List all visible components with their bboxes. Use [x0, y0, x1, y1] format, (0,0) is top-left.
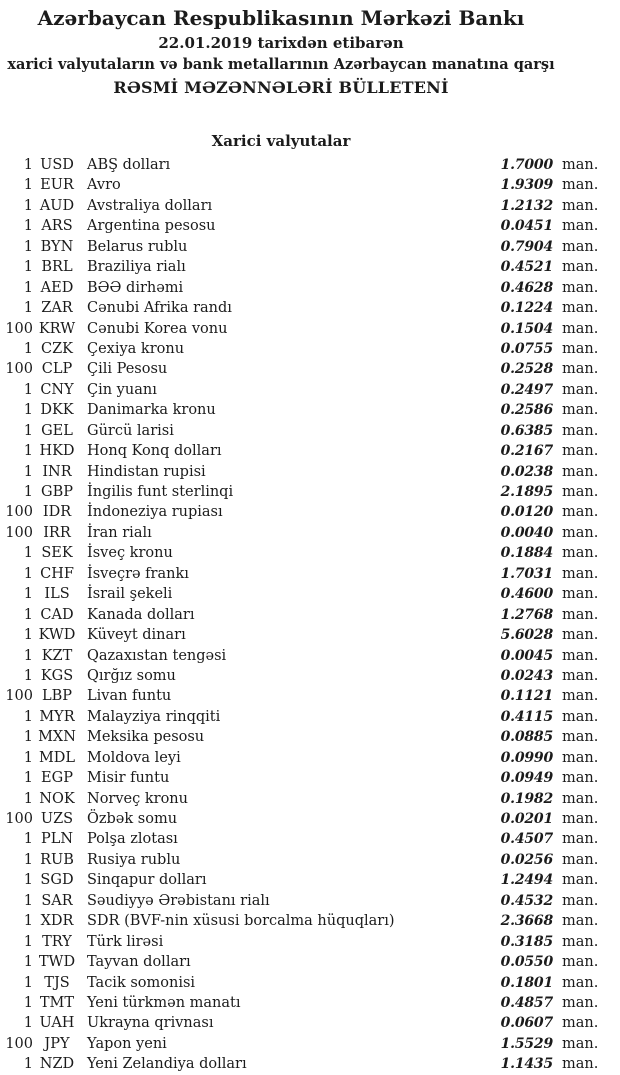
unit-cell: man.	[562, 157, 599, 173]
name-cell: Yeni türkmən manatı	[87, 994, 241, 1011]
code-cell: KGS	[40, 667, 74, 684]
code-cell: UZS	[40, 811, 74, 827]
rate-cell: 0.1504	[500, 320, 553, 337]
currency-row	[0, 646, 598, 666]
unit-cell: man.	[562, 177, 599, 194]
rate-cell: 1.2494	[500, 872, 553, 889]
quantity-cell: 1	[23, 892, 33, 909]
quantity-cell: 1	[23, 197, 33, 214]
currency-row	[0, 298, 598, 318]
rate-cell: 5.6028	[500, 627, 553, 644]
currency-row	[0, 155, 598, 175]
quantity-cell: 100	[5, 811, 33, 827]
unit-cell: man.	[562, 831, 599, 848]
rate-cell: 0.0120	[500, 504, 553, 521]
name-cell: Çin yuanı	[87, 381, 157, 398]
rate-cell: 0.0885	[500, 729, 553, 746]
currency-row	[0, 584, 598, 604]
currency-row	[0, 829, 598, 849]
quantity-cell: 1	[23, 157, 33, 173]
currency-row	[0, 605, 598, 625]
name-cell: Rusiya rublu	[87, 851, 181, 868]
currency-row	[0, 278, 598, 298]
currency-row	[0, 380, 598, 400]
currency-row	[0, 339, 598, 359]
code-cell: GEL	[41, 422, 73, 439]
currency-row	[0, 196, 598, 216]
name-cell: Sinqapur dolları	[87, 872, 207, 889]
name-cell: Misir funtu	[87, 770, 170, 787]
currency-row	[0, 686, 598, 706]
name-cell: Küveyt dinarı	[87, 627, 186, 644]
quantity-cell: 1	[23, 177, 33, 194]
name-cell: Avstraliya dolları	[87, 197, 213, 214]
quantity-cell: 1	[23, 279, 33, 296]
rate-cell: 0.0040	[500, 524, 553, 541]
name-cell: Yapon yeni	[87, 1035, 167, 1052]
name-cell: Belarus rublu	[87, 238, 188, 255]
name-cell: İsveçrə frankı	[87, 565, 189, 582]
name-cell: Avro	[87, 177, 121, 194]
rate-cell: 0.2586	[500, 402, 553, 419]
code-cell: UAH	[39, 1015, 75, 1032]
code-cell: DKK	[40, 402, 74, 419]
quantity-cell: 1	[23, 422, 33, 439]
unit-cell: man.	[562, 484, 599, 500]
name-cell: Norveç kronu	[87, 790, 188, 807]
code-cell: CHF	[40, 565, 74, 582]
quantity-cell: 1	[23, 606, 33, 623]
quantity-cell: 1	[23, 933, 33, 950]
quantity-cell: 1	[23, 627, 33, 644]
unit-cell: man.	[562, 933, 599, 950]
rate-cell: 0.4115	[500, 708, 553, 725]
rate-cell: 0.1982	[500, 790, 553, 807]
currency-row	[0, 462, 598, 482]
code-cell: TJS	[44, 974, 70, 991]
unit-cell: man.	[562, 422, 599, 439]
currency-row	[0, 973, 598, 993]
unit-cell: man.	[562, 627, 599, 644]
name-cell: Gürcü larisi	[87, 422, 174, 439]
unit-cell: man.	[562, 954, 599, 971]
quantity-cell: 100	[5, 361, 33, 378]
quantity-cell: 1	[23, 851, 33, 868]
rate-cell: 0.0607	[500, 1015, 553, 1032]
name-cell: Tacik somonisi	[87, 974, 196, 991]
currency-row	[0, 850, 598, 870]
quantity-cell: 1	[23, 300, 33, 317]
code-cell: ILS	[44, 586, 70, 603]
currency-row	[0, 421, 598, 441]
code-cell: KRW	[38, 320, 76, 337]
code-cell: KZT	[41, 647, 73, 664]
unit-cell: man.	[562, 1056, 599, 1073]
rate-cell: 0.0755	[500, 340, 553, 357]
bulletin-title: RƏSMİ MƏZƏNNƏLƏRİ BÜLLETENİ	[113, 78, 449, 97]
quantity-cell: 1	[23, 238, 33, 255]
code-cell: PLN	[40, 831, 74, 848]
code-cell: TMT	[39, 994, 75, 1011]
code-cell: ARS	[41, 218, 73, 235]
quantity-cell: 1	[23, 790, 33, 807]
currency-row	[0, 809, 598, 829]
currency-row	[0, 216, 598, 236]
unit-cell: man.	[562, 994, 599, 1011]
rate-cell: 0.1801	[500, 974, 553, 991]
currency-row	[0, 543, 598, 563]
rate-cell: 0.7904	[500, 238, 553, 255]
name-cell: Braziliya rialı	[87, 259, 186, 276]
rate-cell: 0.4600	[500, 586, 553, 603]
name-cell: Yeni Zelandiya dolları	[87, 1056, 247, 1073]
name-cell: Moldova leyi	[87, 749, 181, 766]
unit-cell: man.	[562, 892, 599, 909]
code-cell: ZAR	[41, 300, 73, 317]
quantity-cell: 1	[23, 729, 33, 746]
code-cell: CZK	[40, 340, 73, 357]
bank-name-title: Azərbaycan Respublikasının Mərkəzi Bankı	[37, 6, 525, 30]
unit-cell: man.	[562, 811, 599, 827]
quantity-cell: 1	[23, 647, 33, 664]
name-cell: Argentina pesosu	[87, 218, 216, 235]
unit-cell: man.	[562, 300, 599, 317]
rate-cell: 0.0256	[500, 851, 553, 868]
unit-cell: man.	[562, 1015, 599, 1032]
unit-cell: man.	[562, 872, 599, 889]
unit-cell: man.	[562, 361, 599, 378]
rate-cell: 0.4521	[500, 259, 553, 276]
code-cell: AUD	[39, 197, 75, 214]
unit-cell: man.	[562, 606, 599, 623]
quantity-cell: 100	[5, 320, 33, 337]
name-cell: Polşa zlotası	[87, 831, 178, 848]
code-cell: GBP	[41, 484, 73, 500]
currency-row	[0, 564, 598, 584]
name-cell: Çili Pesosu	[87, 361, 168, 378]
currency-row	[0, 523, 598, 543]
quantity-cell: 1	[23, 402, 33, 419]
quantity-cell: 1	[23, 872, 33, 889]
quantity-cell: 1	[23, 1015, 33, 1032]
rate-cell: 0.0990	[500, 749, 553, 766]
name-cell: Kanada dolları	[87, 606, 195, 623]
quantity-cell: 1	[23, 443, 33, 460]
unit-cell: man.	[562, 524, 599, 541]
name-cell: Tayvan dolları	[87, 954, 191, 971]
code-cell: TWD	[38, 954, 76, 971]
rate-cell: 1.7031	[500, 565, 553, 582]
unit-cell: man.	[562, 770, 599, 787]
rate-cell: 0.1224	[500, 300, 553, 317]
rate-cell: 0.1884	[500, 545, 553, 562]
quantity-cell: 1	[23, 545, 33, 562]
section-title-foreign-currencies: Xarici valyutalar	[211, 132, 351, 150]
name-cell: Çexiya kronu	[87, 340, 185, 357]
unit-cell: man.	[562, 402, 599, 419]
unit-cell: man.	[562, 320, 599, 337]
document-header	[0, 0, 620, 99]
unit-cell: man.	[562, 586, 599, 603]
code-cell: BYN	[40, 238, 74, 255]
currency-row	[0, 870, 598, 890]
quantity-cell: 1	[23, 565, 33, 582]
code-cell: EGP	[41, 770, 73, 787]
unit-cell: man.	[562, 504, 599, 521]
name-cell: Ukrayna qrivnası	[87, 1015, 214, 1032]
unit-cell: man.	[562, 1035, 599, 1052]
rate-cell: 0.3185	[500, 933, 553, 950]
quantity-cell: 1	[23, 259, 33, 276]
unit-cell: man.	[562, 218, 599, 235]
rate-cell: 0.2167	[500, 443, 553, 460]
unit-cell: man.	[562, 913, 599, 930]
currency-row	[0, 768, 598, 788]
name-cell: Özbək somu	[87, 811, 178, 827]
rate-cell: 1.2768	[500, 606, 553, 623]
currency-row	[0, 727, 598, 747]
rate-cell: 0.4857	[500, 994, 553, 1011]
unit-cell: man.	[562, 974, 599, 991]
code-cell: IRR	[43, 524, 71, 541]
quantity-cell: 100	[5, 1035, 33, 1052]
quantity-cell: 1	[23, 381, 33, 398]
quantity-cell: 1	[23, 770, 33, 787]
currency-row	[0, 502, 598, 522]
unit-cell: man.	[562, 565, 599, 582]
name-cell: Cənubi Afrika randı	[87, 300, 232, 317]
unit-cell: man.	[562, 667, 599, 684]
currency-row	[0, 952, 598, 972]
rate-cell: 0.0949	[500, 770, 553, 787]
quantity-cell: 100	[5, 688, 33, 705]
unit-cell: man.	[562, 238, 599, 255]
unit-cell: man.	[562, 688, 599, 705]
quantity-cell: 1	[23, 954, 33, 971]
currency-row	[0, 237, 598, 257]
name-cell: Hindistan rupisi	[87, 463, 206, 480]
code-cell: HKD	[39, 443, 75, 460]
effective-date-line: 22.01.2019 tarixdən etibarən	[158, 34, 404, 52]
rate-cell: 2.3668	[500, 913, 553, 930]
currency-row	[0, 666, 598, 686]
code-cell: MDL	[38, 749, 76, 766]
currency-row	[0, 319, 598, 339]
name-cell: Livan funtu	[87, 688, 172, 705]
currency-row	[0, 1013, 598, 1033]
quantity-cell: 100	[5, 504, 33, 521]
currency-row	[0, 993, 598, 1013]
rate-cell: 0.0451	[500, 218, 553, 235]
quantity-cell: 100	[5, 524, 33, 541]
code-cell: IDR	[42, 504, 72, 521]
rate-cell: 1.7000	[500, 157, 553, 173]
name-cell: İsveç kronu	[87, 545, 173, 562]
code-cell: AED	[40, 279, 74, 296]
rate-cell: 0.4507	[500, 831, 553, 848]
code-cell: SGD	[40, 872, 74, 889]
currency-row	[0, 175, 598, 195]
code-cell: XDR	[40, 913, 74, 930]
unit-cell: man.	[562, 749, 599, 766]
unit-cell: man.	[562, 647, 599, 664]
name-cell: İran rialı	[87, 524, 152, 541]
quantity-cell: 1	[23, 484, 33, 500]
code-cell: INR	[42, 463, 72, 480]
unit-cell: man.	[562, 197, 599, 214]
name-cell: Meksika pesosu	[87, 729, 205, 746]
code-cell: EUR	[40, 177, 74, 194]
currency-row	[0, 625, 598, 645]
unit-cell: man.	[562, 381, 599, 398]
name-cell: ABŞ dolları	[87, 157, 171, 173]
name-cell: Qazaxıstan tengəsi	[87, 647, 227, 664]
rate-cell: 0.0550	[500, 954, 553, 971]
currency-row	[0, 482, 598, 502]
currency-row	[0, 748, 598, 768]
unit-cell: man.	[562, 729, 599, 746]
rate-cell: 0.2497	[500, 381, 553, 398]
code-cell: MXN	[38, 729, 76, 746]
name-cell: Türk lirəsi	[87, 933, 164, 950]
currency-row	[0, 707, 598, 727]
currency-row	[0, 1034, 598, 1054]
rate-cell: 0.0045	[500, 647, 553, 664]
rate-cell: 0.0238	[500, 463, 553, 480]
quantity-cell: 1	[23, 463, 33, 480]
unit-cell: man.	[562, 463, 599, 480]
currency-row	[0, 932, 598, 952]
code-cell: CLP	[41, 361, 73, 378]
rate-cell: 0.2528	[500, 361, 553, 378]
code-cell: USD	[40, 157, 74, 173]
bulletin-subtitle: xarici valyutaların və bank metallarının Azərbaycan manatına qarşı	[7, 56, 555, 73]
code-cell: KWD	[38, 627, 76, 644]
name-cell: Malayziya rinqqiti	[87, 708, 221, 725]
currency-row	[0, 441, 598, 461]
currency-row	[0, 789, 598, 809]
code-cell: NOK	[39, 790, 75, 807]
rate-cell: 0.4628	[500, 279, 553, 296]
unit-cell: man.	[562, 708, 599, 725]
name-cell: BƏƏ dirhəmi	[87, 279, 184, 296]
code-cell: TRY	[42, 933, 72, 950]
currency-row	[0, 257, 598, 277]
unit-cell: man.	[562, 340, 599, 357]
quantity-cell: 1	[23, 994, 33, 1011]
name-cell: Cənubi Korea vonu	[87, 320, 228, 337]
name-cell: İngilis funt sterlinqi	[87, 484, 234, 500]
currency-row	[0, 1054, 598, 1074]
code-cell: JPY	[44, 1035, 70, 1052]
rate-cell: 0.4532	[500, 892, 553, 909]
unit-cell: man.	[562, 259, 599, 276]
rate-cell: 1.1435	[500, 1056, 553, 1073]
quantity-cell: 1	[23, 586, 33, 603]
rate-cell: 0.0243	[500, 667, 553, 684]
quantity-cell: 1	[23, 340, 33, 357]
rate-cell: 0.6385	[500, 422, 553, 439]
currency-row	[0, 400, 598, 420]
name-cell: Honq Konq dolları	[87, 443, 222, 460]
code-cell: CAD	[40, 606, 74, 623]
quantity-cell: 1	[23, 1056, 33, 1073]
code-cell: LBP	[41, 688, 73, 705]
name-cell: İndoneziya rupiası	[87, 504, 223, 521]
code-cell: SEK	[41, 545, 73, 562]
unit-cell: man.	[562, 790, 599, 807]
quantity-cell: 1	[23, 974, 33, 991]
code-cell: MYR	[39, 708, 75, 725]
name-cell: SDR (BVF-nin xüsusi borcalma hüquqları)	[87, 913, 395, 930]
quantity-cell: 1	[23, 749, 33, 766]
currency-row	[0, 891, 598, 911]
name-cell: İsrail şekeli	[87, 586, 173, 603]
code-cell: BRL	[41, 259, 73, 276]
rate-cell: 0.0201	[500, 811, 553, 827]
quantity-cell: 1	[23, 218, 33, 235]
currency-row	[0, 911, 598, 931]
unit-cell: man.	[562, 279, 599, 296]
currency-row	[0, 359, 598, 379]
rate-cell: 1.9309	[500, 177, 553, 194]
rate-cell: 1.2132	[500, 197, 553, 214]
unit-cell: man.	[562, 851, 599, 868]
quantity-cell: 1	[23, 913, 33, 930]
name-cell: Qırğız somu	[87, 667, 176, 684]
rate-cell: 0.1121	[500, 688, 553, 705]
quantity-cell: 1	[23, 708, 33, 725]
quantity-cell: 1	[23, 667, 33, 684]
name-cell: Danimarka kronu	[87, 402, 216, 419]
code-cell: NZD	[39, 1056, 75, 1073]
rate-cell: 1.5529	[500, 1035, 553, 1052]
code-cell: RUB	[40, 851, 74, 868]
unit-cell: man.	[562, 443, 599, 460]
code-cell: SAR	[41, 892, 73, 909]
rate-cell: 2.1895	[500, 484, 553, 500]
name-cell: Səudiyyə Ərəbistanı rialı	[87, 892, 270, 909]
unit-cell: man.	[562, 545, 599, 562]
rates-table	[0, 155, 620, 1075]
code-cell: CNY	[40, 381, 74, 398]
quantity-cell: 1	[23, 831, 33, 848]
